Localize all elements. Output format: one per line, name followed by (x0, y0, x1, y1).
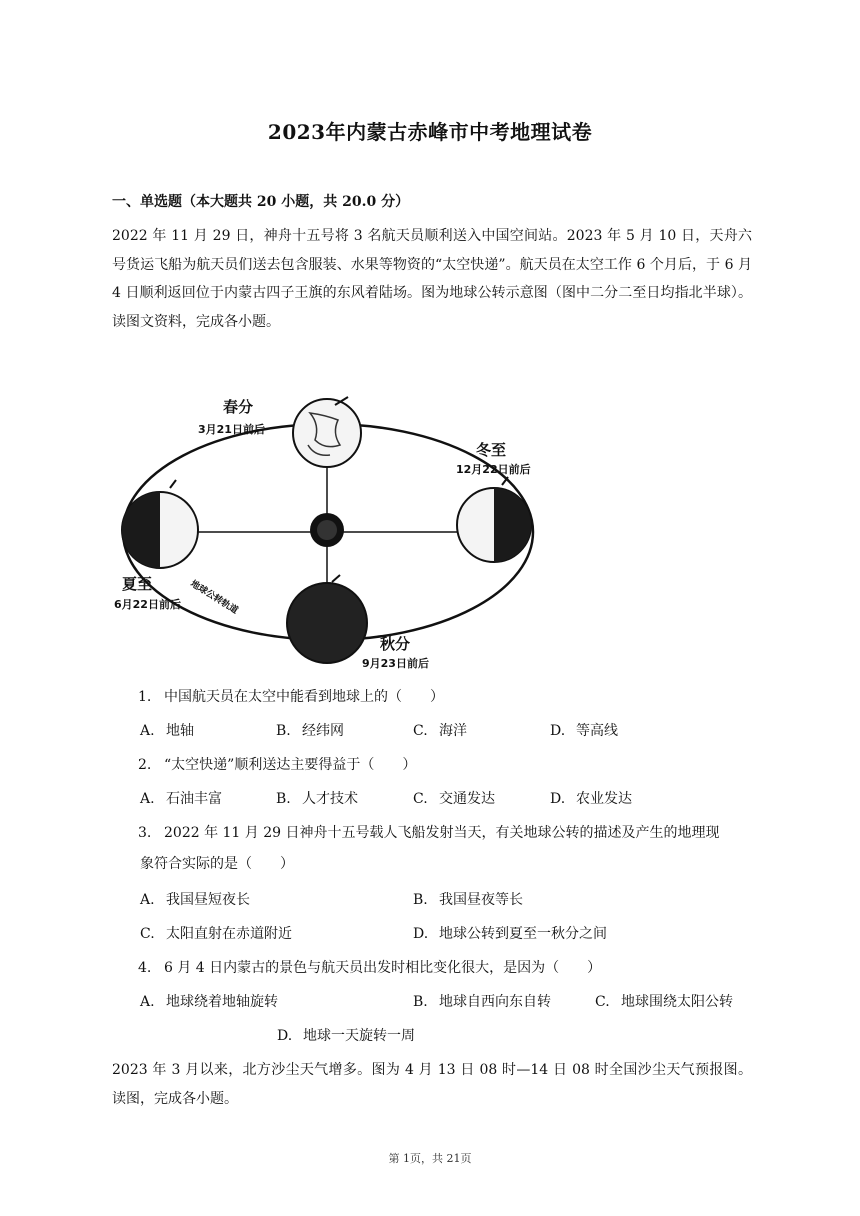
q4-option-d[interactable]: D. 地球一天旋转一周 (277, 1028, 415, 1044)
label-summer: 夏至 (122, 575, 153, 593)
question-2: 2. “太空快递”顺利送达主要得益于（ ） (138, 757, 417, 773)
question-3-line-2: 象符合实际的是（ ） (140, 856, 294, 872)
label-autumn: 秋分 (380, 635, 411, 653)
q1-option-c[interactable]: C. 海洋 (413, 723, 467, 739)
q2-option-d[interactable]: D. 农业发达 (550, 791, 632, 807)
question-1: 1. 中国航天员在太空中能看到地球上的（ ） (138, 689, 444, 705)
label-winter-date: 12月22日前后 (456, 463, 531, 476)
page-title: 2023年内蒙古赤峰市中考地理试卷 (267, 120, 593, 144)
label-orbit: 地球公转轨道 (188, 579, 240, 617)
q2-option-c[interactable]: C. 交通发达 (413, 791, 495, 807)
label-autumn-date: 9月23日前后 (362, 657, 429, 670)
label-winter: 冬至 (476, 441, 507, 459)
section-heading: 一、单选题（本大题共 20 小题，共 20.0 分） (112, 194, 410, 210)
q1-option-b[interactable]: B. 经纬网 (276, 723, 344, 739)
q4-option-a[interactable]: A. 地球绕着地轴旋转 (140, 994, 278, 1010)
intro-paragraph-2: 2023 年 3 月以来，北方沙尘天气增多。图为 4 月 13 日 08 时—14 日 08 时全国沙尘天气预报图。读图，完成各小题。 (112, 1062, 752, 1107)
earth-summer (122, 480, 198, 568)
q4-option-c[interactable]: C. 地球围绕太阳公转 (595, 994, 733, 1010)
question-4: 4. 6 月 4 日内蒙古的景色与航天员出发时相比变化很大，是因为（ ） (138, 960, 602, 976)
q3-option-c[interactable]: C. 太阳直射在赤道附近 (140, 926, 292, 942)
q3-option-a[interactable]: A. 我国昼短夜长 (140, 892, 250, 908)
earth-revolution-diagram (110, 385, 560, 675)
page-footer: 第 1页，共 21页 (388, 1152, 472, 1165)
q4-option-b[interactable]: B. 地球自西向东自转 (413, 994, 551, 1010)
q1-option-d[interactable]: D. 等高线 (550, 723, 618, 739)
label-spring-date: 3月21日前后 (198, 423, 265, 436)
q2-option-b[interactable]: B. 人才技术 (276, 791, 358, 807)
q3-option-b[interactable]: B. 我国昼夜等长 (413, 892, 523, 908)
label-summer-date: 6月22日前后 (114, 598, 181, 611)
earth-spring (293, 397, 361, 467)
q3-option-d[interactable]: D. 地球公转到夏至一秋分之间 (413, 926, 607, 942)
earth-autumn (287, 575, 367, 663)
q2-option-a[interactable]: A. 石油丰富 (140, 791, 222, 807)
earth-winter (457, 477, 531, 562)
q1-option-a[interactable]: A. 地轴 (140, 723, 194, 739)
question-3: 3. 2022 年 11 月 29 日神舟十五号载人飞船发射当天，有关地球公转的描述及产生的地理现 (138, 825, 720, 841)
label-spring: 春分 (223, 398, 254, 416)
intro-paragraph-1: 2022 年 11 月 29 日，神舟十五号将 3 名航天员顺利送入中国空间站。2023 年 5 月 10 日，天舟六号货运飞船为航天员们送去包含服装、水果等物资的“太空快递”。航天员在太空工作 6 个月后，于 6 月 4 日顺利返回位于内蒙古四子王旗的东风着陆场。图为地球公转示意图（图中二分二至日均指北半球）。读图文资料，完成各小题。 (112, 228, 752, 330)
